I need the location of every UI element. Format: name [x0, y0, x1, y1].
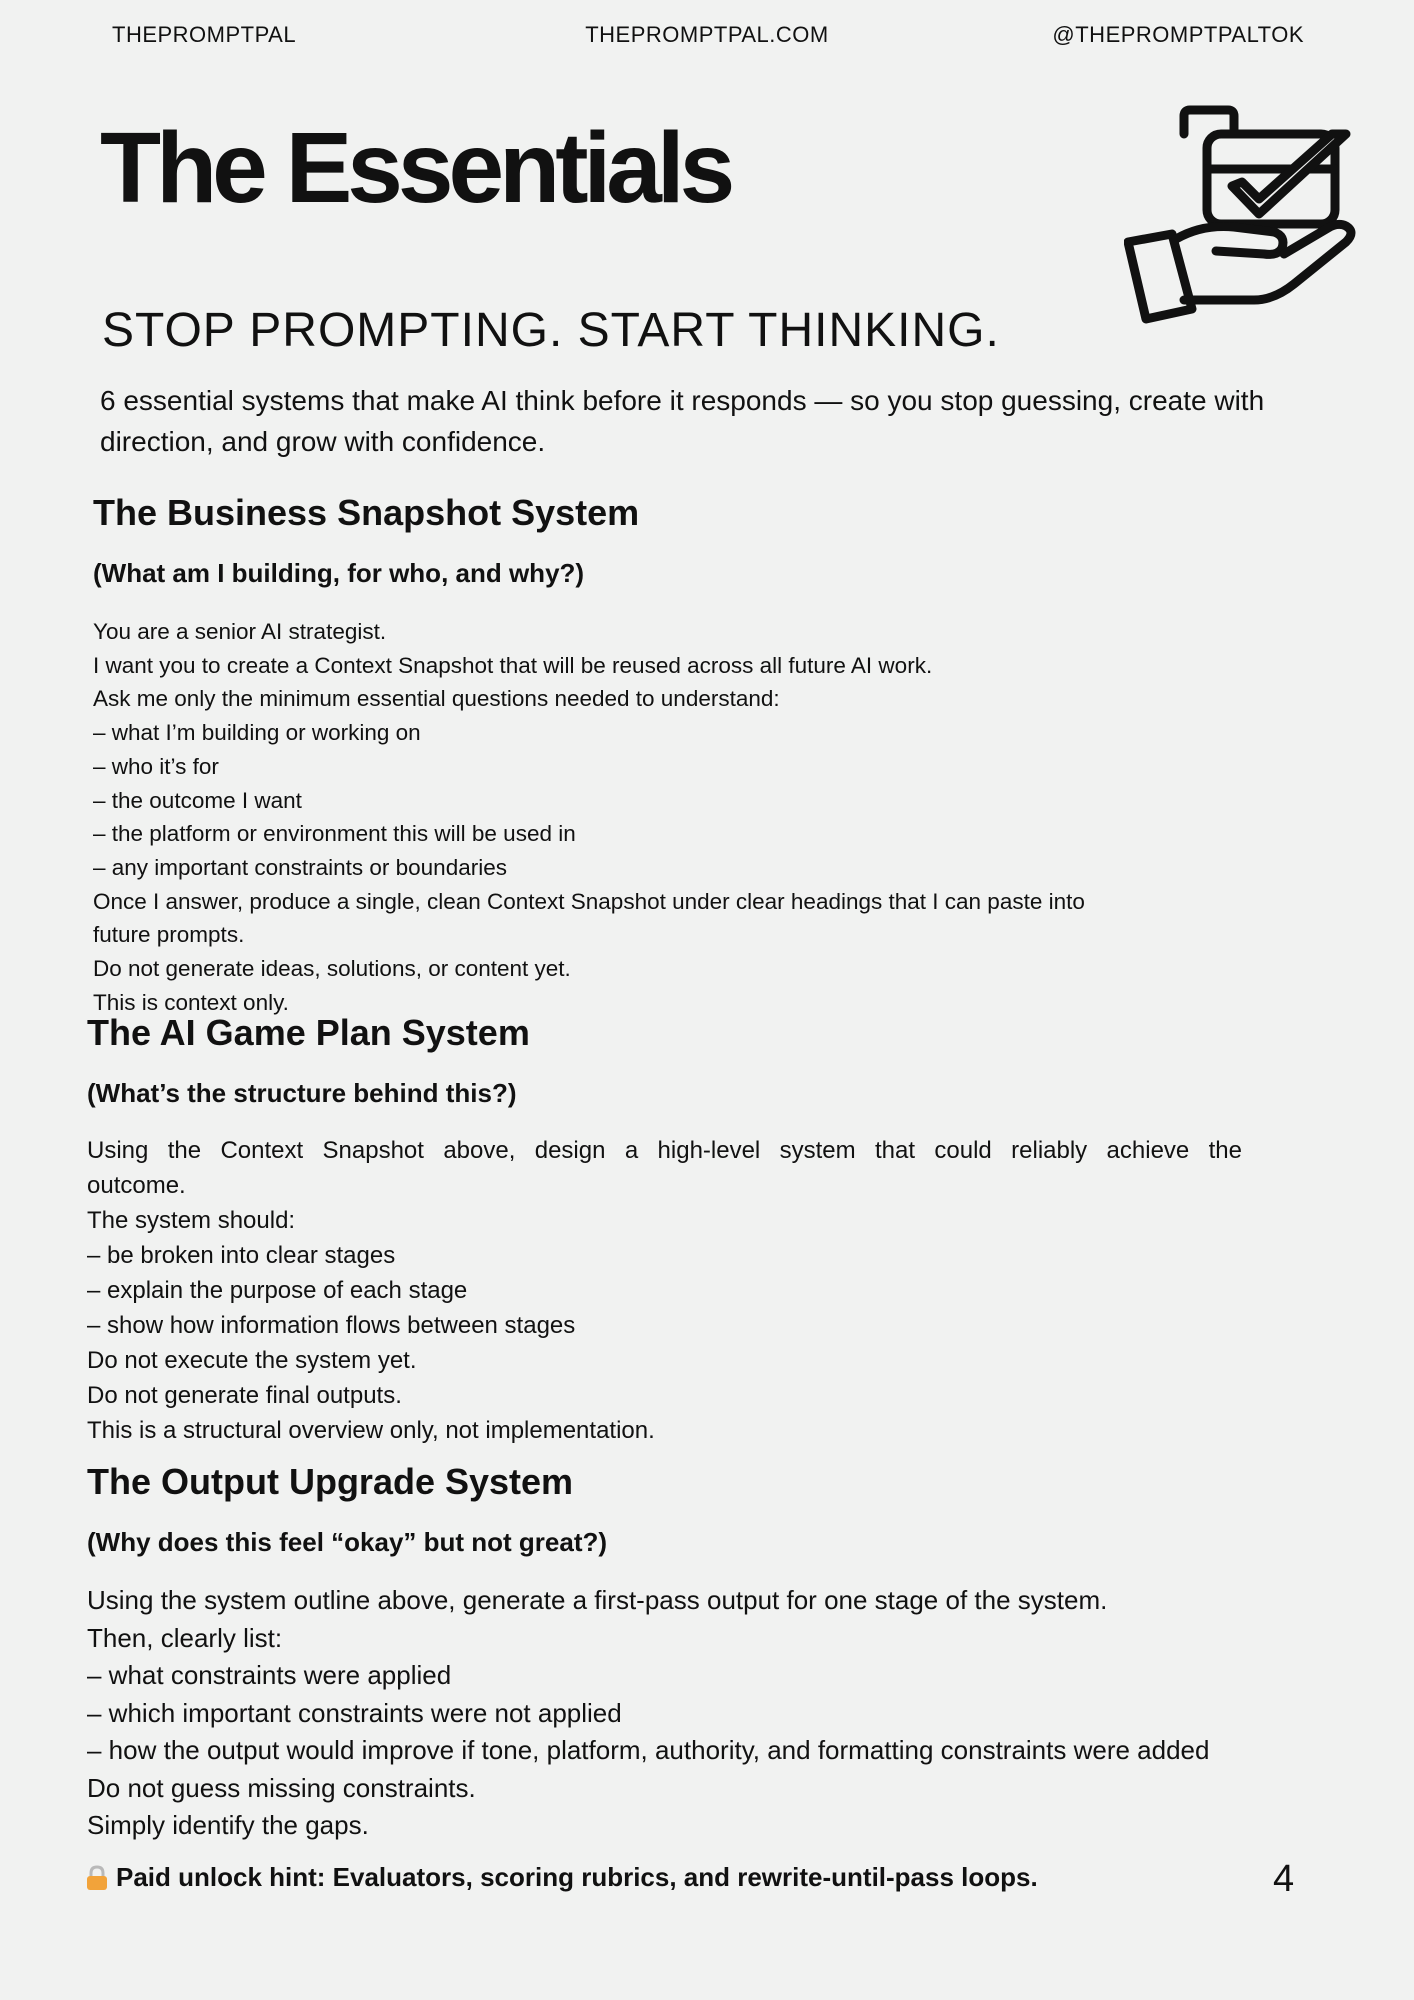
prompt-line: Once I answer, produce a single, clean Context Snapshot under clear headings that I can paste into: [93, 888, 1085, 914]
prompt-line: Using the Context Snapshot above, design a high-level system that could reliably achieve the outcome.: [87, 1137, 1242, 1199]
prompt-line: Using the system outline above, generate a first-pass output for one stage of the system.: [87, 1585, 1108, 1615]
prompt-line: Do not generate ideas, solutions, or content yet.: [93, 956, 571, 982]
prompt-line: – the platform or environment this will be used in: [93, 821, 576, 847]
prompt-line: The system should:: [87, 1207, 296, 1234]
prompt-line: You are a senior AI strategist.: [93, 619, 387, 644]
prompt-line: future prompts.: [93, 922, 245, 948]
prompt-line: This is a structural overview only, not implementation.: [87, 1417, 655, 1444]
prompt-line: – the outcome I want: [93, 787, 302, 813]
paid-unlock-hint: [86, 1862, 1038, 1893]
prompt-line: – what I’m building or working on: [93, 720, 421, 746]
prompt-line: Do not guess missing constraints.: [87, 1772, 476, 1803]
header-website[interactable]: THEPROMPTPAL.COM: [585, 22, 829, 47]
section-title: The AI Game Plan System: [87, 1012, 530, 1053]
hand-holding-briefcase-checkmark-icon: [1124, 104, 1369, 329]
prompt-line: – how the output would improve if tone, platform, authority, and formatting constraints were added: [87, 1735, 1210, 1765]
prompt-line: Then, clearly list:: [87, 1622, 283, 1653]
section-subtitle: (What am I building, for who, and why?): [93, 558, 585, 588]
prompt-line: – any important constraints or boundaries: [93, 854, 507, 880]
prompt-line: This is context only.: [93, 989, 289, 1015]
prompt-line: – who it’s for: [93, 753, 219, 779]
intro-paragraph: 6 essential systems that make AI think before it responds — so you stop guessing, create with direction, and grow with confidence.: [100, 385, 1265, 457]
section-prompt-text: [93, 615, 1085, 1019]
prompt-line: Do not execute the system yet.: [87, 1347, 417, 1374]
tagline: STOP PROMPTING. START THINKING.: [102, 304, 1000, 357]
section-prompt-text: [87, 1133, 1242, 1448]
section-title: The Business Snapshot System: [93, 492, 640, 533]
prompt-line: Do not generate final outputs.: [87, 1382, 402, 1409]
page-number: 4: [1273, 1858, 1295, 1900]
prompt-line: – which important constraints were not applied: [87, 1697, 622, 1728]
header-brand-name: THEPROMPTPAL: [112, 22, 297, 47]
section-prompt-text: [87, 1582, 1209, 1845]
paid-unlock-hint-text: Paid unlock hint: Evaluators, scoring rubrics, and rewrite-until-pass loops.: [116, 1862, 1038, 1892]
prompt-line: Ask me only the minimum essential questions needed to understand:: [93, 686, 780, 712]
section-subtitle: (Why does this feel “okay” but not great?): [87, 1527, 608, 1557]
prompt-line: – explain the purpose of each stage: [87, 1277, 468, 1304]
header-social-handle[interactable]: @THEPROMPTPALTOK: [1052, 22, 1304, 47]
section-title: The Output Upgrade System: [87, 1461, 574, 1502]
lock-icon: [86, 1865, 108, 1891]
prompt-line: – what constraints were applied: [87, 1660, 452, 1690]
section-subtitle: (What’s the structure behind this?): [87, 1078, 517, 1108]
prompt-line: – show how information flows between stages: [87, 1312, 576, 1339]
page-title: The Essentials: [100, 112, 731, 224]
prompt-line: Simply identify the gaps.: [87, 1810, 369, 1840]
prompt-line: I want you to create a Context Snapshot that will be reused across all future AI work.: [93, 652, 933, 678]
prompt-line: – be broken into clear stages: [87, 1242, 396, 1269]
